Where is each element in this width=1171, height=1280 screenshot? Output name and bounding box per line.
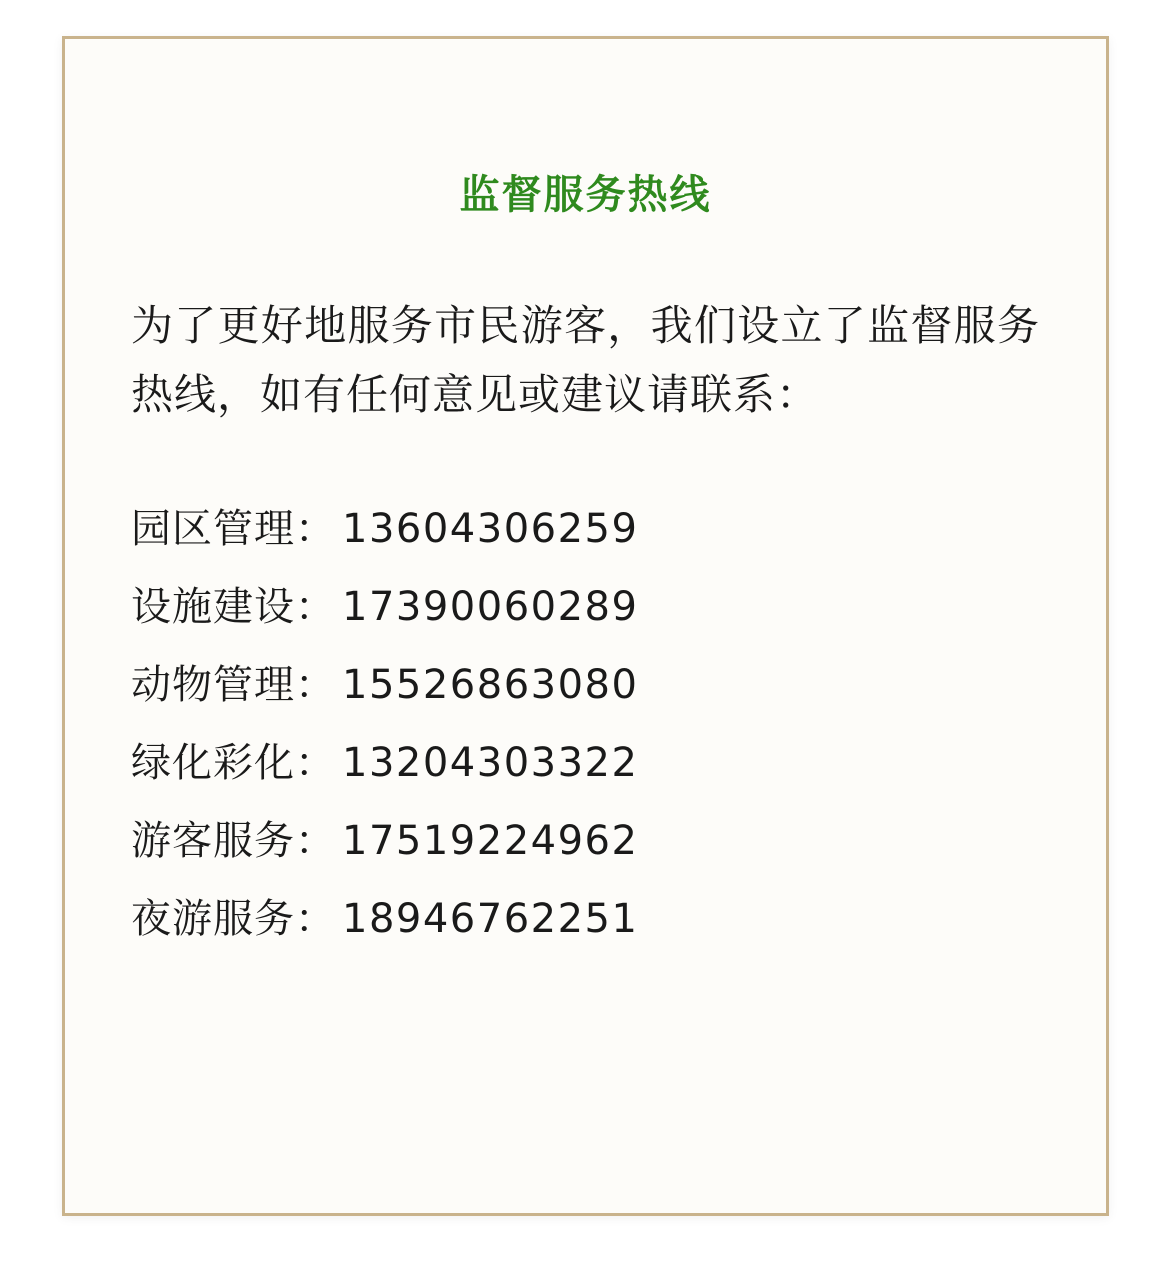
contact-separator: ：: [295, 739, 336, 786]
contact-label: 园区管理: [131, 505, 295, 552]
card-content: [65, 39, 1106, 958]
intro-paragraph: 为了更好地服务市民游客，我们设立了监督服务热线，如有任何意见或建议请联系：: [131, 301, 1040, 420]
hotline-card: [62, 36, 1109, 1216]
contact-label: 设施建设: [131, 583, 295, 630]
list-item: [131, 490, 1040, 568]
contact-phone-number[interactable]: 18946762251: [342, 895, 639, 942]
list-item: [131, 880, 1040, 958]
contact-label: 动物管理: [131, 661, 295, 708]
contact-label: 游客服务: [131, 817, 295, 864]
contact-phone-number[interactable]: 13204303322: [342, 739, 639, 786]
contact-separator: ：: [295, 583, 336, 630]
contact-separator: ：: [295, 505, 336, 552]
contact-separator: ：: [295, 661, 336, 708]
contact-phone-number[interactable]: 15526863080: [342, 661, 639, 708]
list-item: [131, 802, 1040, 880]
contact-separator: ：: [295, 895, 336, 942]
contact-list: [131, 490, 1040, 958]
contact-separator: ：: [295, 817, 336, 864]
contact-phone-number[interactable]: 17519224962: [342, 817, 639, 864]
list-item: [131, 646, 1040, 724]
contact-phone-number[interactable]: 17390060289: [342, 583, 639, 630]
contact-phone-number[interactable]: 13604306259: [342, 505, 639, 552]
list-item: [131, 568, 1040, 646]
contact-label: 绿化彩化: [131, 739, 295, 786]
page-title: 监督服务热线: [459, 172, 712, 218]
contact-label: 夜游服务: [131, 895, 295, 942]
list-item: [131, 724, 1040, 802]
